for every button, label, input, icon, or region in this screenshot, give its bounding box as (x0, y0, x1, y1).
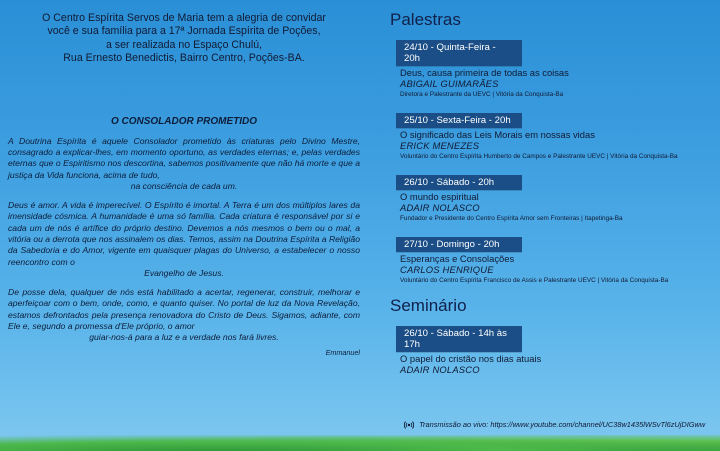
intro-text (8, 12, 360, 66)
intro-line: a ser realizada no Espaço Chulú, (105, 38, 263, 51)
paragraph-text: A Doutrina Espírita é aquele Consolador prometido às criaturas pelo Divino Mestre, consagrado a explicar-lhes, em momento oportuno, as verdades eternas; e, pelas verdades eternas que o Espiritismo nos descortina, sabemos positivamente que não há morte e que a justiça da Vida funciona, acima de tudo, (8, 135, 360, 180)
seminario-section (390, 296, 720, 375)
talk-title: Deus, causa primeira de todas as coisas (400, 67, 569, 78)
article-signature: Emmanuel (325, 347, 360, 357)
paragraph-text: Deus é amor. A vida é imperecível. O Espírito é imortal. A Terra é um dos múltiplos lares da imensidade cósmica. A humanidade é uma só família. Cada criatura é responsável por si e cada um de nós é artífice do próprio destino. Devemos a nós mesmos o bem ou o mal, a vitória ou a derrota que nos assinalem os dias. Temos, assim na Doutrina Espírita a Religião da Sabedoria e do Amor, vigente em quaisquer plagas do Universo, a estabelecer o nosso reencontro com o (8, 200, 360, 267)
talk-speaker: CARLOS HENRIQUE (400, 264, 494, 275)
talk-title: O mundo espiritual (400, 191, 479, 202)
paragraph-text: De posse dela, qualquer de nós está habilitado a acertar, regenerar, construir, melhorar e aperfeiçoar com o bem, onde, como, e quanto quiser. No portal de luz da Nova Revelação, estamos defrontados pela presença renovadora do Cristo de Deus. Sigamos, adiante, com Ele e, segundo a promessa d'Ele próprio, o amor (8, 287, 360, 332)
seminario-date: 26/10 - Sábado - 14h às 17h (396, 326, 522, 352)
talk-speaker: ADAIR NOLASCO (400, 202, 480, 213)
live-stream-line (404, 420, 705, 430)
talk-speaker-role: Fundador e Presidente do Centro Espírita Amor sem Fronteiras | Itapetinga-Ba (400, 215, 623, 222)
paragraph-end: guiar-nos-á para a luz e a verdade nos fará livres. (89, 332, 279, 343)
talk-title: O significado das Leis Morais em nossas vidas (400, 129, 595, 140)
paragraph-end: Evangelho de Jesus. (144, 267, 224, 278)
palestras-heading: Palestras (390, 10, 461, 29)
live-label: Transmissão ao vivo: (419, 420, 489, 429)
grass-decoration (0, 435, 720, 451)
intro-line: você e sua família para a 17ª Jornada Espírita de Poções, (47, 25, 321, 38)
talk-item (390, 40, 720, 98)
talk-date: 27/10 - Domingo - 20h (396, 237, 522, 252)
talk-speaker: ERICK MENEZES (400, 140, 480, 151)
talk-date: 25/10 - Sexta-Feira - 20h (396, 113, 522, 128)
talk-speaker-role: Voluntário do Centro Espírita Francisco de Assis e Palestrante UEVC | Vitória da Conquista-Ba (400, 277, 669, 284)
talk-date: 24/10 - Quinta-Feira - 20h (396, 40, 522, 66)
seminario-title: O papel do cristão nos dias atuais (400, 353, 542, 364)
article-paragraph-2 (8, 200, 360, 279)
talk-date: 26/10 - Sábado - 20h (396, 175, 522, 190)
intro-line: Rua Ernesto Benedictis, Bairro Centro, Poções-BA. (63, 52, 305, 65)
article-paragraph-1 (8, 136, 360, 192)
talk-title: Esperanças e Consolações (400, 253, 515, 264)
talk-item (390, 110, 720, 160)
talk-item (390, 234, 720, 284)
talk-speaker: ABIGAIL GUIMARÃES (400, 78, 499, 89)
schedule-panel (390, 10, 720, 375)
article-title: O CONSOLADOR PROMETIDO (110, 115, 258, 127)
invitation-panel (8, 12, 360, 357)
live-url-link[interactable]: https://www.youtube.com/channel/UC38w1435lWSvTl6zUjDIGww (490, 420, 706, 429)
broadcast-icon (404, 420, 414, 430)
article-paragraph-3 (8, 287, 360, 343)
seminario-speaker: ADAIR NOLASCO (400, 364, 480, 375)
seminario-heading: Seminário (390, 296, 467, 315)
talk-speaker-role: Voluntário do Centro Espírita Humberto de Campos e Palestrante UEVC | Vitória da Conquista-Ba (400, 153, 678, 160)
paragraph-end: na consciência de cada um. (130, 180, 238, 191)
talk-item (390, 172, 720, 222)
intro-line: O Centro Espírita Servos de Maria tem a alegria de convidar (42, 12, 326, 24)
talk-speaker-role: Diretora e Palestrante da UEVC | Vitória da Conquista-Ba (400, 91, 564, 98)
